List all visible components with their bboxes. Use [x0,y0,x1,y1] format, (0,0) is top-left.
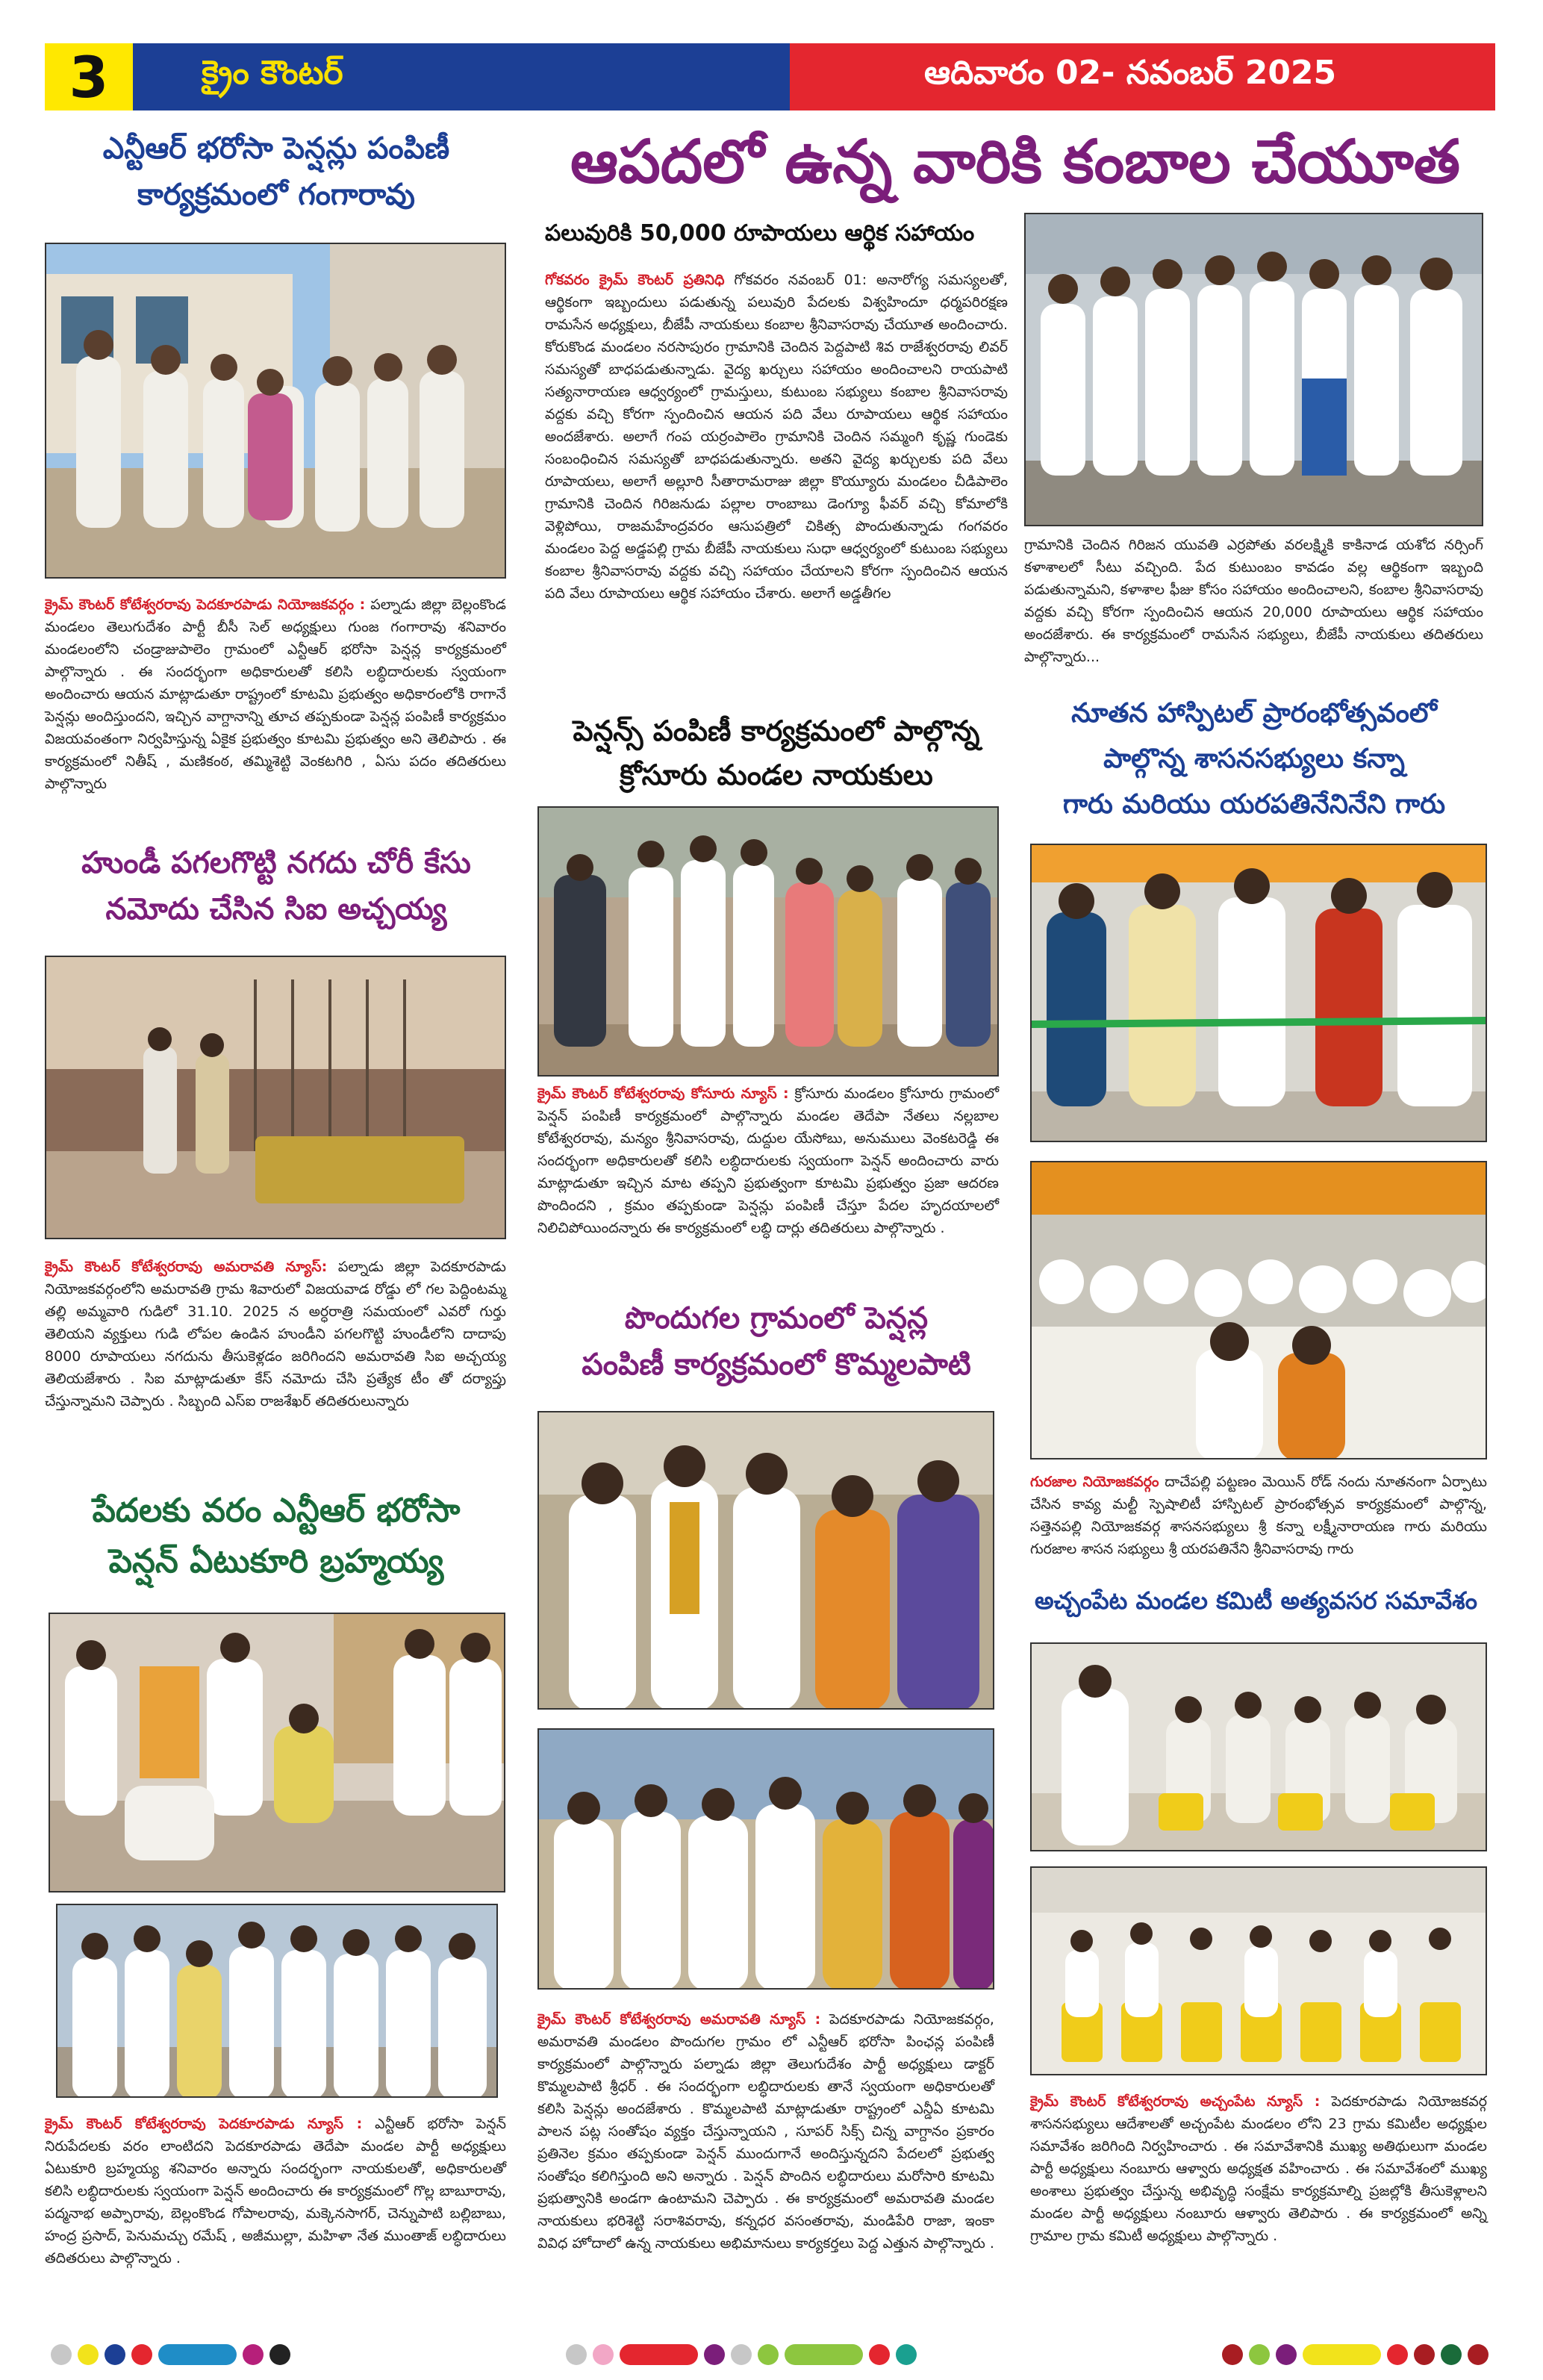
dateline: గోకవరం క్రైమ్ కౌంటర్ ప్రతినిధి [545,272,725,288]
footer-dot [1414,2344,1435,2365]
dateline: క్రైమ్ కౌంటర్ కోటేశ్వరరావు పెదకూరపాడు న్యూస్ : [45,2116,363,2132]
article-text: పల్నాడు జిల్లా బెల్లంకొండ మండలం తెలుగుదేశం పార్టీ బీసీ సెల్ అధ్యక్షులు గుంజ గంగారావు శనివారం మండలంలోని చండ్రాజుపాలెం గ్రామంలో ఎన్టీఆర్ భరోసా పెన్షన్ల కార్యక్రమంలో పాల్గొన్నారు . ఈ సందర్భంగా అధికారులతో కలిసి లబ్ధిదారులకు స్వయంగా అందించారు ఆయన మాట్లాడుతూ రాష్ట్రంలో కూటమి ప్రభుత్వం అధికారంలోకి రాగానే పెన్షన్లు అందిస్తుందని, ఇచ్చిన వాగ్దానాన్ని తూచ తప్పకుండా పెన్షన్ల పంపిణీ కార్యక్రమం విజయవంతంగా నిర్వహిస్తున్న ఏకైక ప్రభుత్వం కూటమి ప్రభుత్వం అని తెలిపారు . ఈ కార్యక్రమంలో నితీష్ , మణికంఠ, తమ్మిశెట్టి వెంకటగిరి , ఏసు పదం తదితరులు పాల్గొన్నారు [45,596,506,793]
footer-dot [1276,2344,1297,2365]
story2-body [545,269,1008,605]
footer-bar [785,2344,863,2365]
story3-photo [45,956,506,1239]
issue-date: ఆదివారం 02- నవంబర్ 2025 [790,43,1495,110]
article-text: క్రోసూరు మండలం క్రోసూరు గ్రామంలో పెన్షన్ పంపిణీ కార్యక్రమంలో పాల్గొన్నారు మండల తెదేపా నేతలు నల్లబాల కోటేశ్వరరావు, మన్యం శ్రీనివాసరావు, దుద్దుల యేసోబు, అనుములు వెంకటరెడ్డి ఈ సందర్భంగా అధికారులతో కలిసి లబ్ధిదారులకు స్వయంగా పెన్షన్ అందించారు వారు మాట్లాడుతూ ఇచ్చిన మాట తప్పని ప్రభుత్వంగా కూటమి ప్రభుత్వం ప్రజా ఆదరణ పొందిందని , క్రమం తప్పకుండా పెన్షన్లు పంపిణీ చేస్తూ పేదల హృదయాలలో నిలిచిపోయిందన్నారు ఈ కార్యక్రమంలో లబ్ధి దార్లు తదితరులు పాల్గొన్నారు . [537,1085,999,1237]
footer-dot [105,2344,125,2365]
article-text: ఎన్టీఆర్ భరోసా పెన్షన్ నిరుపేదలకు వరం లాంటిదని పెదకూరపాడు తెదేపా మండల పార్టీ అధ్యక్షులు ఏటుకూరి బ్రహ్మయ్య శనివారం అన్నారు సందర్భంగా నాయకులతో, అధికారులతో కలిసి లబ్ధిదారులకు స్వయంగా పెన్షన్ అందించారు ఈ కార్యక్రమంలో గొల్ల బాబూరావు, పద్మనాభ అప్పారావు, బెల్లంకొండ గోపాలరావు, మక్కెనసాగర్, చెన్నుపాటి బల్లిబాబు, హంద్ర ప్రసాద్, పెనుమచ్చు రమేష్ , అజీముల్లా, మహిళా నేత ముంతాజ్ లబ్ధిదారులు తదితరులు పాల్గొన్నారు . [45,2116,506,2267]
story6-body [537,2008,994,2255]
footer-dot [704,2344,725,2365]
story5-photo-ribbon-cutting [1030,844,1487,1142]
headline-line: పెన్షన్ ఏటుకూరి బ్రహ్మయ్య [108,1542,444,1581]
footer-dot [1387,2344,1408,2365]
footer-dot [51,2344,72,2365]
story2-photo [1024,213,1483,526]
story1-body [45,594,506,795]
story6-photo-2 [537,1728,994,1990]
article-text: గోకవరం నవంబర్ 01: అనారోగ్య సమస్యలతో, ఆర్థికంగా ఇబ్బందులు పడుతున్న పలువురి పేదలకు విశ్వహిందూ ధర్మపరిరక్షణ రామసేన అధ్యక్షులు, బీజేపీ నాయకులు కంబాల శ్రీనివాసరావు చేయూత అందించారు. కోరుకొండ మండలం నరసాపురం గ్రామానికి చెందిన పెద్దపాటి శివ రాజేశ్వరరావు లివర్ సమస్యతో బాధపడుతున్నాడు. వైద్య ఖర్చులు సహాయం అందించాలని రాయపాటి సత్యనారాయణ ఆధ్వర్యంలో గ్రామస్తులు, కుటుంబ సభ్యులు కంబాల శ్రీనివాసరావు వద్దకు వచ్చి కోరగా స్పందించిన ఆయన పది వేలు రూపాయలు ఆర్థిక సహాయం అందజేశారు. అలాగే గంప యర్రంపాలెం గ్రామానికి చెందిన సమ్మంగి కృష్ణ గుండెకు సంబంధించిన సమస్యతో బాధపడుతున్నారు. అతని వైద్య ఖర్చులకు పది వేలు రూపాయలు, అలాగే అల్లూరి సీతారామరాజు జిల్లా కొయ్యూరు మండలం చీడిపాలెం గ్రామానికి చెందిన గిరిజనుడు పల్లాల రాంబాబు డెంగ్యూ ఫీవర్ వచ్చి కోమాలోకి వెళ్లిపోయి, రాజమహేంద్రవరం ఆసుపత్రిలో చికిత్స పొందుతున్నాడు గంగవరం మండలం పెద్ద అడ్డపల్లి గ్రామ బీజేపీ నాయకులు సుధా ఆధ్వర్యంలో కుటుంబ సభ్యులు కంబాల శ్రీనివాసరావు వద్దకు వచ్చి సహాయం చేయాలని కోరగా స్పందించిన ఆయన పది వేలు రూపాయలు ఆర్థిక సహాయం చేశారు. అలాగే అడ్డతీగల [545,272,1008,602]
story4-headline [530,709,1023,797]
headline-line: గారు మరియు యరపతినేనినేని గారు [1062,789,1446,820]
footer-dot [758,2344,779,2365]
headline-line: పంపిణీ కార్యక్రమంలో కొమ్మలపాటి [582,1348,971,1382]
footer-dot [131,2344,152,2365]
footer-color-strip-left [51,2344,290,2365]
story8-headline: అచ్చంపేట మండల కమిటీ అత్యవసర సమావేశం [1035,1586,1477,1615]
story7-body [45,2113,506,2270]
story4-body [537,1082,999,1239]
article-text: పెదకూరపాడు నియోజకవర్గ శాసనసభ్యులు ఆదేశాలతో అచ్చంపేట మండలం లోని 23 గ్రామ కమిటీల అధ్యక్షుల సమావేశం జరిగింది నిర్వహించారు . ఈ సమావేశానికి ముఖ్య అతిథులుగా మండల పార్టీ అధ్యక్షులు నంబూరు ఆళ్వారు అధ్యక్షత వహించారు . ఈ సమావేశంలో ముఖ్య అంశాలు ప్రభుత్వం చేస్తున్న అభివృద్ధి సంక్షేమ కార్యక్రమాల్ని ప్రజల్లోకి తీసుకెళ్లాలని మండల పార్టీ అధ్యక్షులు నంబూరు ఆళ్వారు తెలిపారు . ఈ కార్యక్రమంలో అన్ని గ్రామాల గ్రామ కమిటీ అధ్యక్షులు పాల్గొన్నారు . [1030,2093,1487,2245]
footer-bar [620,2344,698,2365]
footer-dot [1249,2344,1270,2365]
page-number: 3 [45,43,133,110]
footer-dot [269,2344,290,2365]
dateline: క్రైమ్ కౌంటర్ కోటేశ్వరరావు అమరావతి న్యూస్ : [537,2011,821,2028]
footer-color-strip-center [566,2344,917,2365]
headline-line: నూతన హాస్పిటల్ ప్రారంభోత్సవంలో [1071,698,1437,729]
story4-photo [537,806,999,1077]
headline-line: పొందుగల గ్రామంలో పెన్షన్ల [624,1301,929,1336]
story1-photo [45,243,506,579]
headline-line: పెన్షన్స్ పంపిణీ కార్యక్రమంలో పాల్గొన్న [573,714,980,747]
story2-headline: ఆపదలో ఉన్న వారికి కంబాల చేయూత [570,127,1460,196]
headline-line: నమోదు చేసిన సిఐ అచ్చయ్య [105,892,447,926]
dateline: క్రైమ్ కౌంటర్ కోటేశ్వరరావు కోసూరు న్యూస్ : [537,1085,789,1102]
footer-dot [566,2344,587,2365]
story8-photo-1 [1030,1642,1487,1851]
footer-dot [1468,2344,1489,2365]
footer-dot [593,2344,614,2365]
headline-line: కార్యక్రమంలో గంగారావు [137,178,415,212]
story8-photo-2 [1030,1866,1487,2075]
headline-line: క్రోసూరు మండల నాయకులు [620,758,933,791]
dateline: గురజాల నియోజకవర్గం [1030,1474,1159,1490]
story2-subhead: పలువురికి 50,000 రూపాయలు ఆర్థిక సహాయం [545,220,975,246]
headline-line: పేదలకు వరం ఎన్టీఆర్ భరోసా [92,1492,461,1530]
footer-dot [78,2344,99,2365]
story7-photo-1 [49,1613,505,1893]
footer-dot [1222,2344,1243,2365]
story3-headline [37,840,515,932]
footer-bar [1303,2344,1381,2365]
footer-dot [869,2344,890,2365]
footer-bar [158,2344,237,2365]
article-text: పెదకూరపాడు నియోజకవర్గం, అమరావతి మండలం పొందుగల గ్రామం లో ఎన్టీఆర్ భరోసా పింఛన్ల పంపిణీ కార్యక్రమంలో పాల్గొన్నారు పల్నాడు జిల్లా తెలుగుదేశం పార్టీ అధ్యక్షులు డాక్టర్ కొమ్మలపాటి శ్రీధర్ . ఈ సందర్భంగా లబ్ధిదారులకు తానే స్వయంగా అధికారులతో కలిసి పెన్షన్లు అందజేశారు . కొమ్మలపాటి మాట్లాడుతూ రాష్ట్రంలో ఎన్డీఏ కూటమి పాలన పట్ల సంతోషం వ్యక్తం చేస్తున్నాయని , సూపర్ సిక్స్ చిన్న వాగ్దానం ప్రకారం ప్రతినెల క్రమం తప్పకుండా పెన్షన్ ముందుగానే అందిస్తున్నదని పేదలలో ప్రభుత్వ సంతోషం కలిగిస్తుంది అని అన్నారు . పెన్షన్ పొందిన లబ్ధిదారులు మరోసారి కూటమి ప్రభుత్వానికి అండగా ఉంటామని చెప్పారు . ఈ కార్యక్రమంలో అమరావతి మండల నాయకులు భరిశెట్టి సరాశివరావు, కన్నధర వసంతరావు, మండిపేరి రాజా, ఇంకా వివిధ హోదాలో ఉన్న నాయకులు అభిమానులు కార్యకర్తలు పెద్ద ఎత్తున పాల్గొన్నారు . [537,2011,994,2252]
footer-dot [896,2344,917,2365]
story5-photo-crowd [1030,1161,1487,1460]
dateline: క్రైమ్ కౌంటర్ కోటేశ్వరరావు పెదకూరపాడు నియోజకవర్గం : [45,596,366,613]
story3-body [45,1256,506,1412]
dateline: క్రైమ్ కౌంటర్ కోటేశ్వరరావు అచ్చంపేట న్యూస్ : [1030,2093,1321,2110]
story8-body [1030,2090,1487,2247]
footer-dot [1441,2344,1462,2365]
article-text: దాచేపల్లి పట్టణం మెయిన్ రోడ్ నందు నూతనంగా ఏర్పాటు చేసిన కావ్య మల్టీ స్పెషాలిటీ హాస్పిటల్ ప్రారంభోత్సవ కార్యక్రమంలో పాల్గొన్న, సత్తెనపల్లి నియోజకవర్గ శాసనసభ్యులు శ్రీ కన్నా లక్ష్మీనారాయణ గారు మరియు గురజాల శాసన సభ్యులు శ్రీ యరపతినేని శ్రీనివాసరావు గారు [1030,1474,1487,1558]
story2-body-continued: గ్రామానికి చెందిన గిరిజన యువతి ఎర్రపోతు వరలక్ష్మికి కాకినాడ యశోద నర్సింగ్ కళాశాలలో సీటు వచ్చింది. పేద కుటుంబం కావడం వల్ల ఆర్థికంగా ఇబ్బంది పడుతున్నామని, కళాశాల ఫీజు కోసం సహాయం అందించాలని, కంబాల శ్రీనివాసరావు వద్దకు వచ్చి కోరగా స్పందించిన ఆయన 20,000 రూపాయలు ఆర్థిక సహాయం అందజేశారు. ఈ కార్యక్రమంలో రామసేన సభ్యులు, బీజేపీ నాయకులు తదితరులు పాల్గొన్నారు... [1024,537,1483,666]
headline-line: పాల్గొన్న శాసనసభ్యులు కన్నా [1103,744,1405,775]
story5-headline [1015,691,1493,828]
footer-dot [243,2344,264,2365]
story7-photo-2 [56,1904,498,2098]
story6-headline [530,1295,1023,1388]
story7-headline [37,1486,515,1587]
story5-body [1030,1471,1487,1560]
dateline: క్రైమ్ కౌంటర్ కోటేశ్వరరావు అమరావతి న్యూస్: [45,1259,328,1275]
article-text: పల్నాడు జిల్లా పెదకూరపాడు నియోజకవర్గంలోని అమరావతి గ్రామ శివారులో విజయవాడ రోడ్డు లో గల పెద్దింటమ్మ తల్లి అమ్మవారి గుడిలో 31.10. 2025 న అర్ధరాత్రి సమయంలో ఎవరో గుర్తు తెలియని వ్యక్తులు గుడి లోపల ఉండిన హుండీని పగలగొట్టి హుండీలోని దాదాపు 8000 రూపాయలు నగదును తీసుకెళ్లడం జరిగిందని అమరావతి సిఐ అచ్చయ్య తెలియజేశారు . సిఐ మాట్లాడుతూ కేస్ నమోదు చేసి ప్రత్యేక టీం తో దర్యాప్తు చేస్తున్నామని చెప్పారు . సిబ్బంది ఎస్ఐ రాజశేఖర్ తదితరులున్నారు [45,1259,507,1410]
footer-color-strip-right [1222,2344,1489,2365]
story6-photo-1 [537,1411,994,1710]
headline-line: ఎన్టీఆర్ భరోసా పెన్షన్లు పంపిణీ [102,131,450,166]
newspaper-name: క్రైం కౌంటర్ [202,54,343,92]
story1-headline [37,125,515,218]
footer-dot [731,2344,752,2365]
headline-line: హుండీ పగలగొట్టి నగదు చోరీ కేసు [81,846,471,880]
